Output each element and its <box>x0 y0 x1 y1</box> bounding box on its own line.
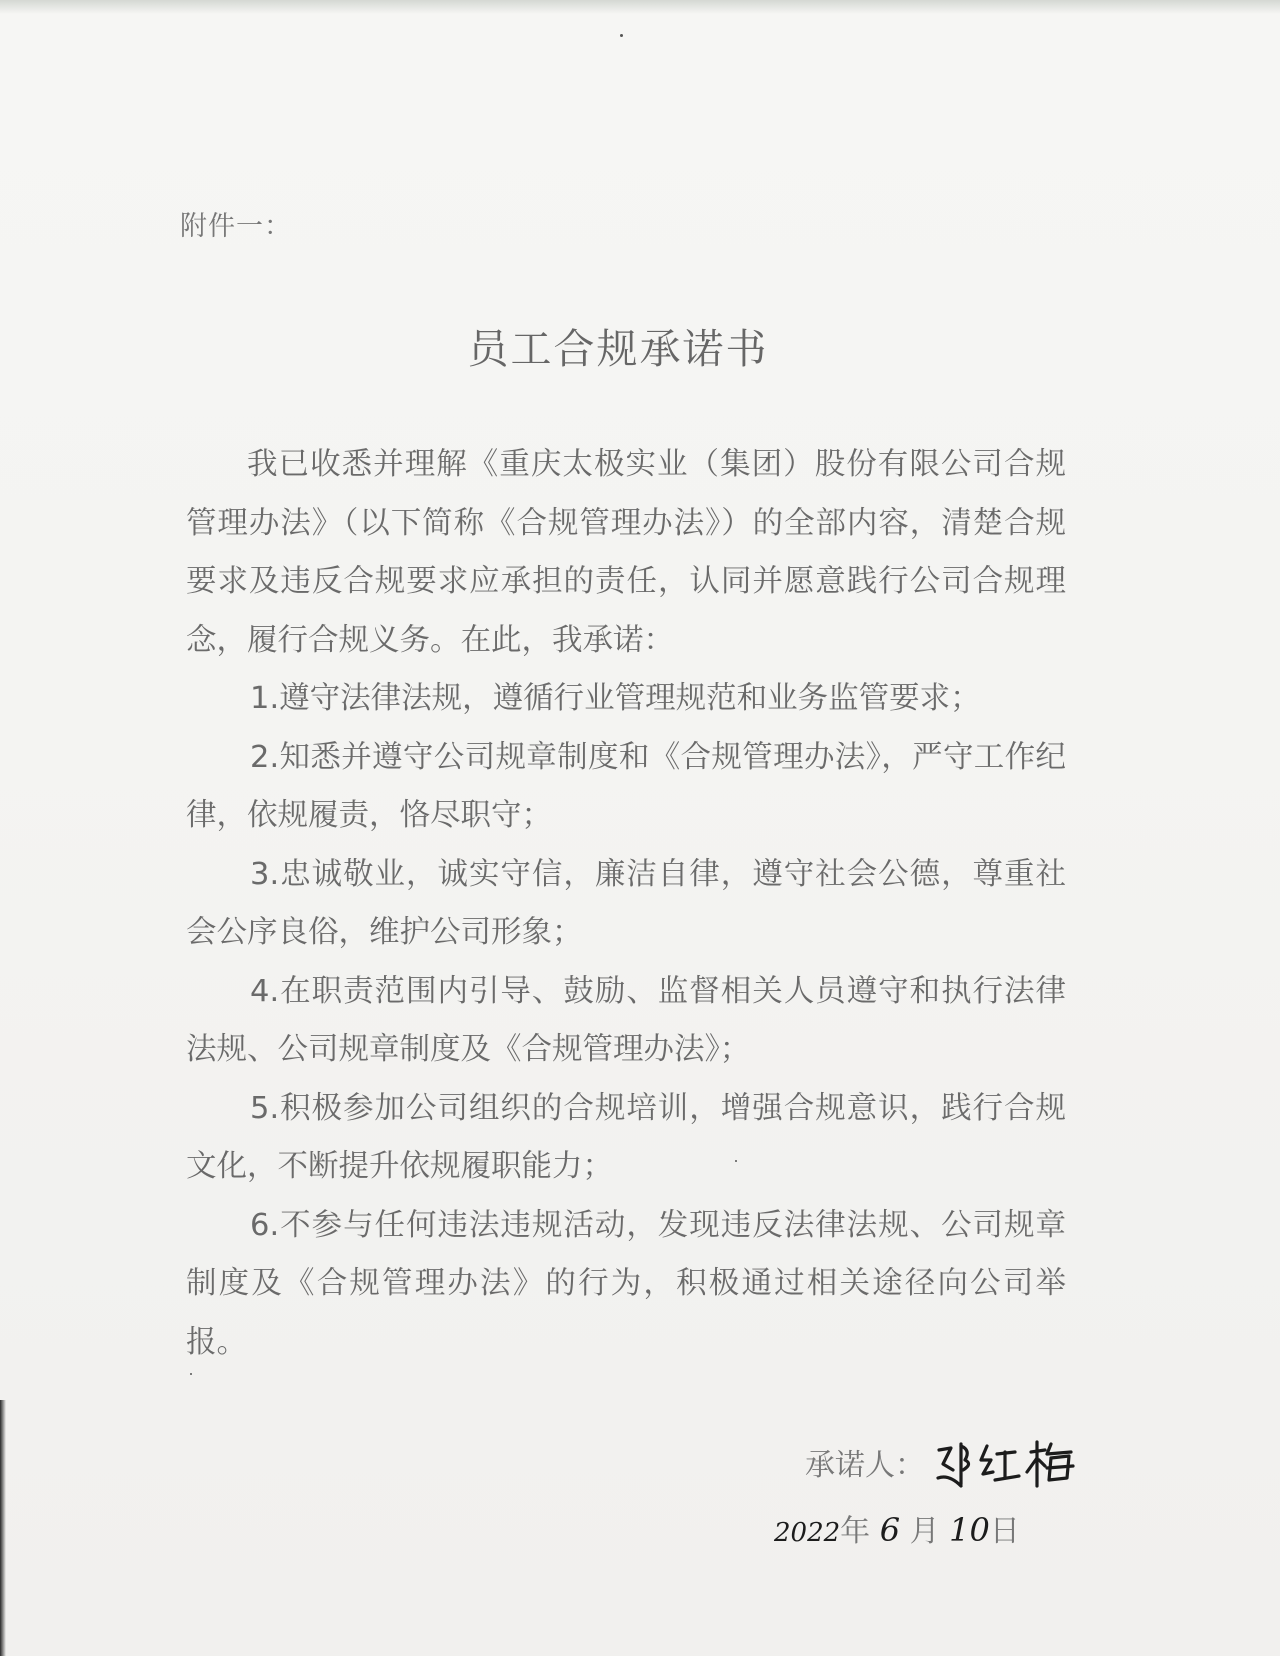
clause-6: 6.不参与任何违法违规活动，发现违反法律法规、公司规章制度及《合规管理办法》的行为，积极通过相关途径向公司举报。 <box>186 1207 1066 1360</box>
date-month-unit: 月 <box>909 1514 940 1549</box>
attachment-label: 附件一： <box>180 211 292 242</box>
signature-date <box>774 1506 1020 1550</box>
date-day: 10 <box>949 1511 990 1549</box>
date-year: 2022 <box>774 1518 841 1548</box>
clause-4: 4.在职责范围内引导、鼓励、监督相关人员遵守和执行法律法规、公司规章制度及《合规管理办法》； <box>186 973 1066 1067</box>
document-body <box>186 436 1066 1372</box>
scan-speck <box>620 34 623 37</box>
scan-left-edge <box>0 1400 6 1656</box>
signature-label: 承诺人： <box>805 1448 925 1483</box>
document-title: 员工合规承诺书 <box>467 325 769 373</box>
handwritten-signature <box>935 1434 1075 1494</box>
date-month: 6 <box>879 1511 901 1549</box>
intro-paragraph: 我已收悉并理解《重庆太极实业（集团）股份有限公司合规管理办法》（以下简称《合规管理办法》）的全部内容，清楚合规要求及违反合规要求应承担的责任，认同并愿意践行公司合规理念，履行合规义务。在此，我承诺： <box>186 447 1066 658</box>
scan-speck <box>190 1373 192 1375</box>
scan-top-shadow <box>0 0 1280 14</box>
clause-1: 1.遵守法律法规，遵循行业管理规范和业务监管要求； <box>250 681 981 716</box>
date-year-unit: 年 <box>840 1514 871 1549</box>
clause-2: 2.知悉并遵守公司规章制度和《合规管理办法》，严守工作纪律，依规履责，恪尽职守； <box>186 739 1066 833</box>
scan-speck <box>735 1160 737 1162</box>
date-day-unit: 日 <box>989 1514 1020 1549</box>
clause-3: 3.忠诚敬业，诚实守信，廉洁自律，遵守社会公德，尊重社会公序良俗，维护公司形象； <box>186 856 1066 950</box>
clause-5: 5.积极参加公司组织的合规培训，增强合规意识，践行合规文化，不断提升依规履职能力； <box>186 1090 1066 1184</box>
